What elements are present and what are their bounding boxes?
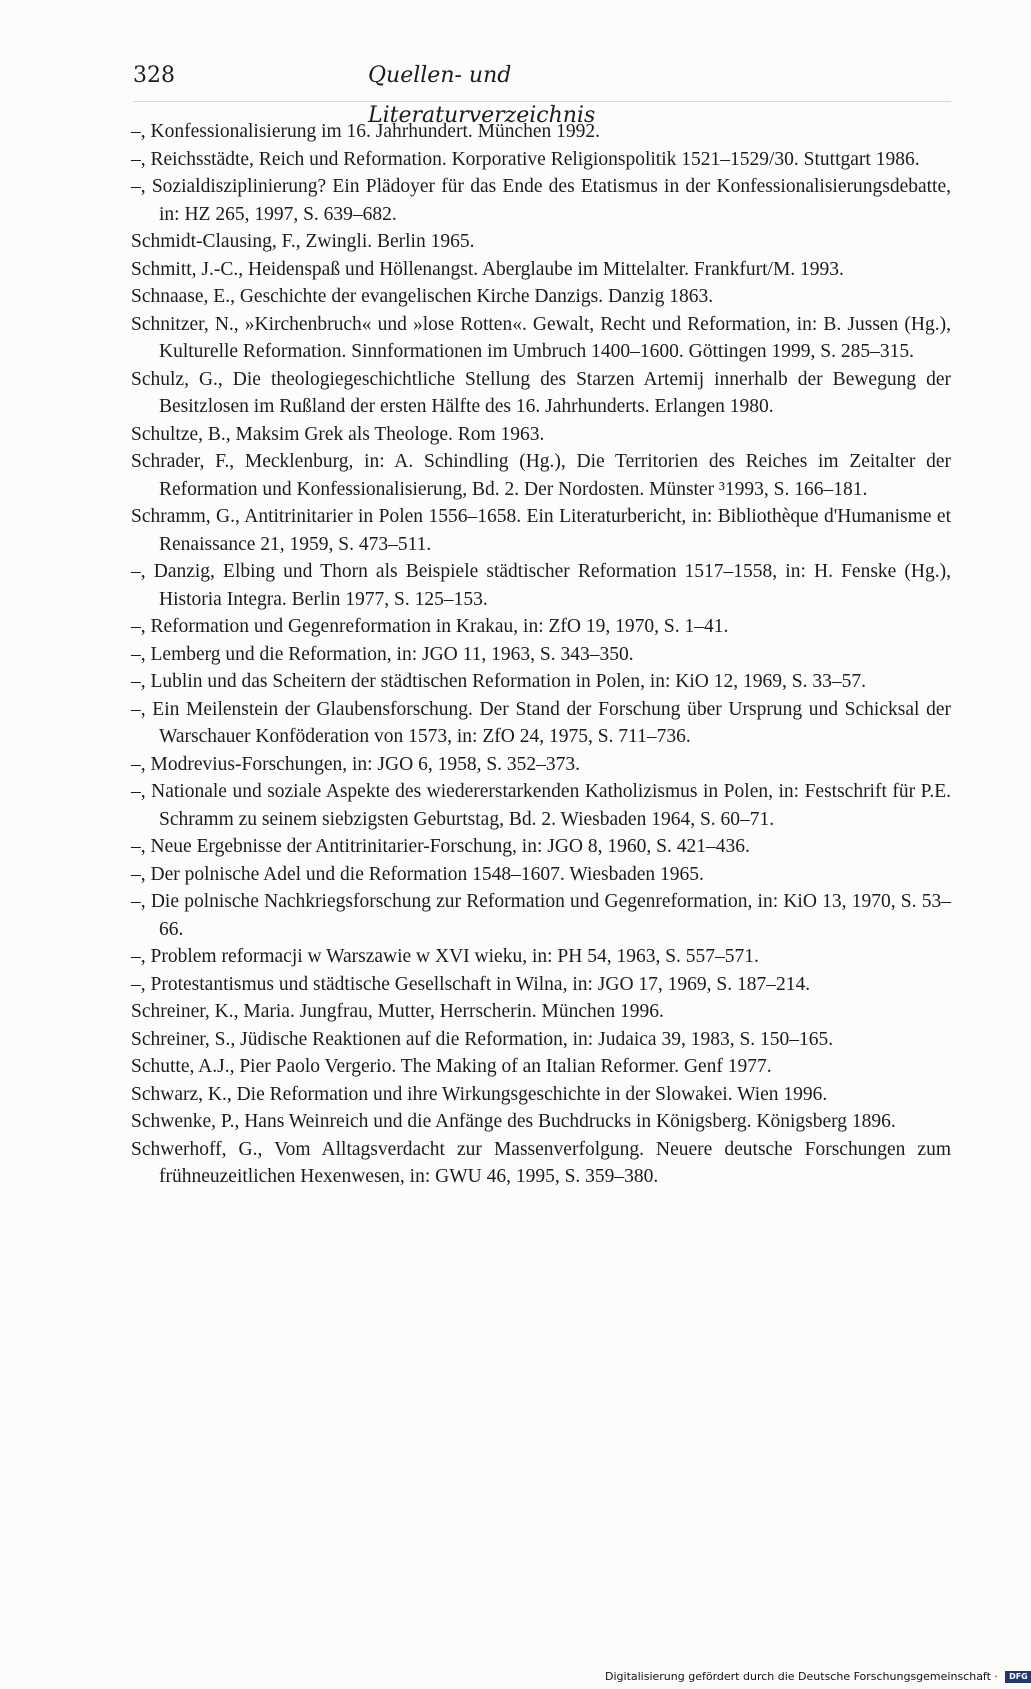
bibliography-entry: –, Lemberg und die Reformation, in: JGO 11, 1963, S. 343–350. xyxy=(131,643,634,665)
bibliography-entry: Schnitzer, N., »Kirchenbruch« und »lose Rotten«. Gewalt, Recht und Reformation, in: B. Jussen (Hg.), Kulturelle Reformation. Sinnformationen im Umbruch 1400–1600. Göttingen 1999, S. 285–315. xyxy=(131,313,951,362)
bibliography-entry: Schreiner, K., Maria. Jungfrau, Mutter, Herrscherin. München 1996. xyxy=(131,1001,664,1022)
page-number: 328 xyxy=(133,63,175,88)
bibliography-entry: –, Problem reformacji w Warszawie w XVI wieku, in: PH 54, 1963, S. 557–571. xyxy=(131,946,759,967)
bibliography-entry: –, Konfessionalisierung im 16. Jahrhundert. München 1992. xyxy=(131,121,601,142)
bibliography-entry: –, Ein Meilenstein der Glaubensforschung. Der Stand der Forschung über Ursprung und Schicksal der Warschauer Konföderation von 1573, in: ZfO 24, 1975, S. 711–736. xyxy=(131,698,951,747)
bibliography-entry: Schnaase, E., Geschichte der evangelischen Kirche Danzigs. Danzig 1863. xyxy=(131,286,714,307)
bibliography-entry: Schreiner, S., Jüdische Reaktionen auf die Reformation, in: Judaica 39, 1983, S. 150–165. xyxy=(131,1028,834,1050)
bibliography-entry: –, Der polnische Adel und die Reformation 1548–1607. Wiesbaden 1965. xyxy=(131,863,704,885)
bibliography-entry: –, Lublin und das Scheitern der städtischen Reformation in Polen, in: KiO 12, 1969, S. 33–57. xyxy=(131,671,866,692)
bibliography-entry: –, Reformation und Gegenreformation in Krakau, in: ZfO 19, 1970, S. 1–41. xyxy=(131,616,729,637)
header-rule xyxy=(133,101,951,102)
bibliography-entry: Schutte, A.J., Pier Paolo Vergerio. The Making of an Italian Reformer. Genf 1977. xyxy=(131,1056,772,1077)
bibliography-entry: Schwenke, P., Hans Weinreich und die Anfänge des Buchdrucks in Königsberg. Königsberg 1896. xyxy=(131,1111,896,1132)
bibliography-entry: –, Reichsstädte, Reich und Reformation. Korporative Religionspolitik 1521–1529/30. Stuttgart 1986. xyxy=(131,148,920,170)
running-title: Quellen- und Literaturverzeichnis xyxy=(368,63,596,128)
bibliography-entry: Schramm, G., Antitrinitarier in Polen 1556–1658. Ein Literaturbericht, in: Bibliothèque d'Humanisme et Renaissance 21, 1959, S. 473–511. xyxy=(131,506,951,555)
bibliography-entry: Schwerhoff, G., Vom Alltagsverdacht zur Massenverfolgung. Neuere deutsche Forschungen zum frühneuzeitlichen Hexenwesen, in: GWU 46, 1995, S. 359–380. xyxy=(131,1138,951,1187)
bibliography-entry: Schrader, F., Mecklenburg, in: A. Schindling (Hg.), Die Territorien des Reiches im Zeitalter der Reformation und Konfessionalisierung, Bd. 2. Der Nordosten. Münster ³1993, S. 166–181. xyxy=(131,451,951,500)
footer-text: Digitalisierung gefördert durch die Deutsche Forschungsgemeinschaft · xyxy=(605,1670,998,1683)
bibliography-entry: –, Protestantismus und städtische Gesellschaft in Wilna, in: JGO 17, 1969, S. 187–214. xyxy=(131,973,811,995)
bibliography-list xyxy=(131,118,951,1191)
bibliography-entry: –, Neue Ergebnisse der Antitrinitarier-Forschung, in: JGO 8, 1960, S. 421–436. xyxy=(131,836,750,857)
bibliography-entry: –, Sozialdisziplinierung? Ein Plädoyer für das Ende des Etatismus in der Konfessionalisierungsdebatte, in: HZ 265, 1997, S. 639–682. xyxy=(131,176,951,225)
page-header xyxy=(133,56,693,128)
bibliography-entry: Schultze, B., Maksim Grek als Theologe. Rom 1963. xyxy=(131,423,545,445)
bibliography-entry: Schulz, G., Die theologiegeschichtliche Stellung des Starzen Artemij innerhalb der Bewegung der Besitzlosen im Rußland der ersten Hälfte des 16. Jahrhunderts. Erlangen 1980. xyxy=(131,368,951,417)
bibliography-entry: –, Nationale und soziale Aspekte des wiedererstarkenden Katholizismus in Polen, in: Festschrift für P.E. Schramm zu seinem siebzigsten Geburtstag, Bd. 2. Wiesbaden 1964, S. 60–71. xyxy=(131,781,951,830)
bibliography-entry: Schmidt-Clausing, F., Zwingli. Berlin 1965. xyxy=(131,231,475,252)
bibliography-entry: Schmitt, J.-C., Heidenspaß und Höllenangst. Aberglaube im Mittelalter. Frankfurt/M. 1993. xyxy=(131,258,844,280)
bibliography-entry: Schwarz, K., Die Reformation und ihre Wirkungsgeschichte in der Slowakei. Wien 1996. xyxy=(131,1083,828,1105)
bibliography-entry: –, Die polnische Nachkriegsforschung zur Reformation und Gegenreformation, in: KiO 13, 1970, S. 53–66. xyxy=(131,891,951,940)
bibliography-entry: –, Modrevius-Forschungen, in: JGO 6, 1958, S. 352–373. xyxy=(131,753,581,775)
bibliography-entry: –, Danzig, Elbing und Thorn als Beispiele städtischer Reformation 1517–1558, in: H. Fenske (Hg.), Historia Integra. Berlin 1977, S. 125–153. xyxy=(131,561,951,610)
dfg-logo-icon: DFG xyxy=(1005,1671,1031,1683)
digitization-footer xyxy=(605,1668,1028,1686)
